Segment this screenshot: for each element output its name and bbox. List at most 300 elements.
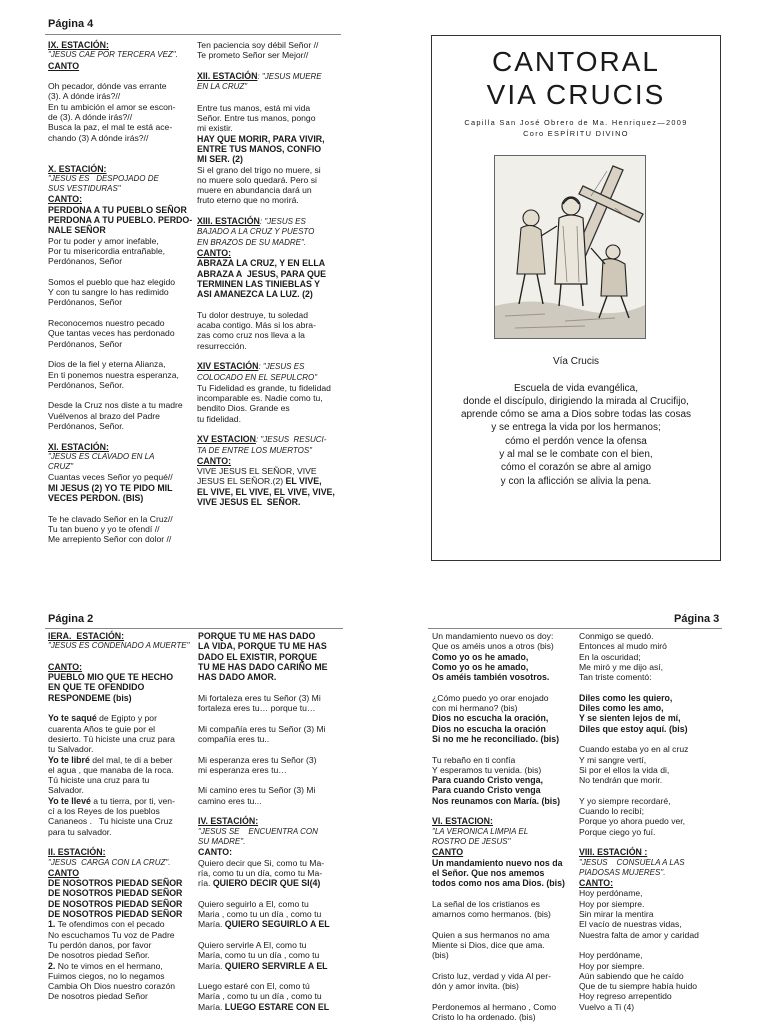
text-line: Miente si Dios, dice que ama. bbox=[432, 939, 545, 950]
poem-line bbox=[432, 368, 720, 381]
spacer bbox=[197, 92, 347, 102]
text-line: HAY QUE MORIR, PARA VIVIR, bbox=[197, 133, 325, 144]
poem-line: donde el discípulo, dirigiendo la mirada al Crucifijo, bbox=[463, 395, 689, 407]
text-line: Quiero servirle A El, como tu bbox=[198, 939, 307, 950]
text-line: LA VIDA, PORQUE TU ME HAS bbox=[198, 641, 327, 652]
text-line: muere en abundancia dará un bbox=[197, 185, 312, 196]
text-line: MI JESUS (2) YO TE PIDO MIL bbox=[48, 482, 173, 493]
text-line: Cambia Oh Dios nuestro corazón bbox=[48, 981, 176, 992]
spacer bbox=[432, 919, 576, 929]
text-line: VECES PERDON. (BIS) bbox=[48, 493, 144, 504]
text-line: tu fidelidad. bbox=[197, 413, 241, 424]
text-line: Dios no escucha la oración, bbox=[432, 713, 549, 724]
text-line: IX. ESTACIÓN: bbox=[48, 40, 109, 50]
text-line: Que de tu siempre había huido bbox=[579, 981, 698, 992]
text-run: QUIERO SEGUIRLO A EL bbox=[224, 919, 330, 930]
text-line: En la oscuridad; bbox=[579, 651, 641, 662]
text-line: Cristo luz, verdad y vida Al per- bbox=[432, 970, 551, 981]
spacer bbox=[579, 734, 727, 744]
poem-line: y al mal se le combate con el bien, bbox=[499, 449, 653, 461]
spacer bbox=[48, 308, 196, 318]
text-line: el Señor. Que nos amemos bbox=[432, 867, 545, 878]
text-line: De nosotros piedad Señor. bbox=[48, 950, 150, 961]
text-line: Porque yo ahora puedo ver, bbox=[579, 816, 686, 827]
text-line: "JESUS CARGA CON LA CRUZ". bbox=[48, 857, 171, 867]
text-line: Entonces al mudo miró bbox=[579, 641, 667, 652]
text-run: JESUS EL SEÑOR.(2) bbox=[197, 476, 286, 487]
text-line: No tendrán que morir. bbox=[579, 775, 663, 786]
text-line: CANTO: bbox=[197, 455, 232, 466]
text-line: Diles que estoy aquí. (bis) bbox=[579, 723, 688, 734]
text-line bbox=[198, 919, 350, 929]
text-line: Para cuando Cristo venga bbox=[432, 785, 541, 796]
text-run: XII. ESTACIÓN bbox=[197, 70, 258, 81]
text-run: 2. bbox=[48, 960, 56, 971]
text-line: El vacío de nuestras vidas, bbox=[579, 919, 682, 930]
spacer bbox=[198, 806, 350, 816]
text-line bbox=[198, 961, 350, 971]
spacer bbox=[197, 206, 347, 216]
text-line: Dios de la fiel y eterna Alianza, bbox=[48, 359, 166, 370]
text-line: VIII. ESTACIÓN : bbox=[579, 847, 648, 858]
text-line: Como yo os he amado, bbox=[432, 651, 529, 662]
poem-line: aprende cómo se ama a Dios sobre todas las cosas bbox=[460, 409, 692, 421]
text-line: acaba contigo. Más si los abra- bbox=[197, 320, 316, 331]
text-run: EL VIVE, bbox=[285, 476, 322, 487]
spacer bbox=[48, 349, 196, 359]
text-line: ABRAZA LA CRUZ, Y EN ELLA bbox=[197, 258, 326, 269]
text-line: EL VIVE, EL VIVE, EL VIVE, VIVE, bbox=[197, 486, 335, 497]
text-line: compañía eres tu.. bbox=[198, 733, 270, 744]
text-line: SU MADRE". bbox=[198, 836, 246, 846]
spacer bbox=[48, 153, 196, 163]
text-line: Un mandamiento nuevo os doy: bbox=[432, 631, 554, 641]
text-run: : "JESUS ES bbox=[258, 362, 305, 372]
text-line: "JESUS CAE POR TERCERA VEZ". bbox=[48, 50, 178, 60]
text-line: Mi compañía eres tu Señor (3) Mi bbox=[198, 723, 326, 734]
text-line: todos como nos ama Dios. (bis) bbox=[432, 878, 565, 889]
text-line: CANTO: bbox=[579, 878, 614, 889]
text-run: Yo te saqué bbox=[48, 713, 97, 724]
text-run: : "JESUS MUERE bbox=[257, 71, 322, 81]
text-line: Me arrepiento Señor con dolor // bbox=[48, 534, 172, 545]
spacer bbox=[48, 837, 196, 847]
spacer bbox=[198, 930, 350, 940]
cover-panel bbox=[431, 35, 721, 561]
text-line: Me miró y me dijo así, bbox=[579, 661, 664, 672]
text-run: María. bbox=[198, 960, 225, 971]
text-line: Somos el pueblo que haz elegido bbox=[48, 276, 176, 287]
spacer bbox=[432, 744, 576, 754]
text-line: dón y amor invita. (bis) bbox=[432, 981, 519, 992]
text-line: Si no me he reconciliado. (bis) bbox=[432, 733, 560, 744]
text-line: resurrección. bbox=[197, 340, 247, 351]
text-line: Tu dolor destruye, tu soledad bbox=[197, 309, 308, 320]
text-line: CANTO: bbox=[48, 194, 83, 205]
text-run: del mal, te di a beber bbox=[89, 754, 173, 765]
text-line: TA DE ENTRE LOS MUERTOS" bbox=[197, 445, 313, 455]
text-line: X. ESTACIÓN: bbox=[48, 163, 107, 174]
spacer bbox=[48, 71, 196, 81]
text-line: (bis) bbox=[432, 950, 449, 961]
page-3-rule bbox=[428, 628, 722, 629]
text-run: Yo te llevé bbox=[48, 795, 91, 806]
spacer bbox=[48, 703, 196, 713]
text-line: Nuestra falta de amor y caridad bbox=[579, 929, 699, 940]
poem-line: cómo el perdón vence la ofensa bbox=[505, 435, 647, 447]
text-run: a tu tierra, por ti, ven- bbox=[90, 795, 175, 806]
text-line: Tú hiciste una cruz para tu bbox=[48, 775, 150, 786]
text-line bbox=[197, 476, 347, 486]
text-line: Conmigo se quedó. bbox=[579, 631, 654, 641]
text-line: María , como tu un día , como tu bbox=[198, 991, 322, 1002]
text-line: Perdónanos, Señor. bbox=[48, 379, 124, 390]
text-run: María. bbox=[198, 919, 225, 930]
poem-line: y con la aflicción se alivia la pena. bbox=[500, 475, 652, 487]
text-line: CANTO: bbox=[48, 661, 83, 672]
text-line: Tu Fidelidad es grande, tu fidelidad bbox=[197, 382, 331, 393]
text-line: DE NOSOTROS PIEDAD SEÑOR bbox=[48, 888, 183, 899]
text-line: DE NOSOTROS PIEDAD SEÑOR bbox=[48, 878, 183, 889]
poem-line: cómo el corazón se abre al amigo bbox=[500, 462, 652, 474]
text-line: PERDONA A TU PUEBLO SEÑOR bbox=[48, 204, 187, 215]
text-line: EN QUE TE OFENDIDO bbox=[48, 682, 145, 693]
text-line: zas como cruz nos lleva a la bbox=[197, 330, 305, 341]
text-line: IERA. ESTACIÓN: bbox=[48, 631, 125, 641]
text-line: CANTO bbox=[48, 867, 80, 878]
spacer bbox=[48, 503, 196, 513]
text-run: : "JESUS RESUCI- bbox=[255, 435, 327, 445]
text-line: "JESUS ES DESPOJADO DE bbox=[48, 173, 159, 183]
text-line bbox=[197, 216, 347, 227]
text-line: mi esperanza eres tu… bbox=[198, 764, 287, 775]
text-line: bendito Dios. Grande es bbox=[197, 403, 290, 414]
text-line: para tu salvador. bbox=[48, 826, 112, 837]
text-line: Te prometo Señor ser Mejor// bbox=[197, 50, 309, 61]
text-line: cuarenta Años te guie por el bbox=[48, 723, 156, 734]
cover-title-line-2: VIA CRUCIS bbox=[486, 79, 666, 110]
text-line: Tu rebaño en ti confía bbox=[432, 754, 516, 765]
text-line: con mi hermano? (bis) bbox=[432, 703, 518, 714]
spacer bbox=[48, 390, 196, 400]
text-line: TERMINEN LAS TINIEBLAS Y bbox=[197, 278, 321, 289]
text-line: desierto. Tú hiciste una cruz para bbox=[48, 733, 175, 744]
text-line: DE NOSOTROS PIEDAD SEÑOR bbox=[48, 898, 183, 909]
text-line bbox=[198, 878, 350, 888]
text-line: Busca la paz, el mal te está ace- bbox=[48, 122, 173, 133]
text-line: PUEBLO MIO QUE TE HECHO bbox=[48, 672, 174, 683]
text-run: LUEGO ESTARE CON EL bbox=[224, 1001, 330, 1012]
text-line: (3). A dónde irás?// bbox=[48, 91, 121, 102]
text-line: "JESUS SE ENCUENTRA CON bbox=[198, 826, 318, 836]
spacer bbox=[432, 682, 576, 692]
text-line: CANTO: bbox=[198, 847, 233, 858]
text-line: ASI AMANEZCA LA LUZ. (2) bbox=[197, 289, 313, 300]
text-line: Un mandamiento nuevo nos da bbox=[432, 857, 563, 868]
text-line: mi existir. bbox=[197, 123, 233, 134]
text-line: Perdónanos, Señor. bbox=[48, 420, 124, 431]
text-line bbox=[48, 713, 196, 723]
spacer bbox=[579, 682, 727, 692]
text-line: MI SER. (2) bbox=[197, 154, 243, 165]
text-line: Vuelvo a Ti (4) bbox=[579, 1001, 635, 1012]
text-line: Cuando estaba yo en al cruz bbox=[579, 744, 689, 755]
text-line: Hoy perdóname, bbox=[579, 950, 643, 961]
text-line: "JESUS ES CLAVADO EN LA bbox=[48, 451, 155, 461]
text-line: incomparable es. Nadie como tu, bbox=[197, 393, 323, 404]
text-line: RESPONDEME (bis) bbox=[48, 692, 132, 703]
text-line: Nos reunamos con María. (bis) bbox=[432, 795, 561, 806]
text-line: NALE SEÑOR bbox=[48, 225, 106, 236]
text-line: DADO EL EXISTIR, PORQUE bbox=[198, 651, 318, 662]
text-line: Y yo siempre recordaré, bbox=[579, 795, 671, 806]
spacer bbox=[198, 971, 350, 981]
text-line: Perdónanos, Señor bbox=[48, 297, 123, 308]
spacer bbox=[198, 682, 350, 692]
text-line: CANTO: bbox=[197, 247, 232, 258]
text-line: ENTRE TUS MANOS, CONFIO bbox=[197, 143, 322, 154]
text-line: BAJADO A LA CRUZ Y PUESTO bbox=[197, 227, 315, 237]
spacer bbox=[198, 713, 350, 723]
text-line: Y esperamos tu venida. (bis) bbox=[432, 764, 542, 775]
text-line: Salvador. bbox=[48, 785, 84, 796]
text-line: Si el grano del trigo no muere, si bbox=[197, 164, 321, 175]
text-run: María. bbox=[198, 1001, 225, 1012]
spacer bbox=[197, 61, 347, 71]
spacer bbox=[432, 961, 576, 971]
page-4-column-right bbox=[197, 40, 347, 507]
text-line: CANTO bbox=[48, 60, 80, 71]
text-line: ría, como tu un día, como tu Ma- bbox=[198, 867, 323, 878]
text-line: Y mi sangre vertí, bbox=[579, 754, 647, 765]
text-line bbox=[48, 796, 196, 806]
text-line: Hoy regreso arrepentido bbox=[579, 991, 672, 1002]
text-line: "LA VERONICA LIMPIA EL bbox=[432, 826, 529, 836]
text-line: de (3). A dónde irás?// bbox=[48, 112, 133, 123]
text-line: Como yo os he amado, bbox=[432, 661, 529, 672]
page-2-label: Página 2 bbox=[48, 613, 94, 625]
text-line bbox=[198, 1002, 350, 1012]
spacer bbox=[198, 775, 350, 785]
text-line: Oh pecador, dónde vas errante bbox=[48, 81, 167, 92]
text-line: De nosotros piedad Señor bbox=[48, 991, 148, 1002]
page-4-label: Página 4 bbox=[48, 18, 94, 30]
text-line: Que os améis unos a otros (bis) bbox=[432, 641, 554, 652]
cross-bearing-drawing bbox=[495, 156, 646, 339]
text-line: Si por el ellos la vida di, bbox=[579, 764, 670, 775]
spacer bbox=[48, 267, 196, 277]
text-line: el agua , que manaba de la roca. bbox=[48, 764, 174, 775]
text-run: No te vimos en el hermano, bbox=[55, 960, 163, 971]
text-line: Hoy perdóname, bbox=[579, 888, 643, 899]
text-line: Señor. Entre tus manos, pongo bbox=[197, 113, 316, 124]
text-run: Yo te libré bbox=[48, 754, 90, 765]
text-line: Cuantas veces Señor yo pequé// bbox=[48, 472, 173, 483]
text-line: EN LA CRUZ" bbox=[197, 82, 248, 92]
stations-illustration bbox=[494, 155, 646, 339]
text-line: SUS VESTIDURAS" bbox=[48, 184, 121, 194]
text-line: Por tu poder y amor inefable, bbox=[48, 235, 159, 246]
text-line: Vuélvenos al brazo del Padre bbox=[48, 410, 160, 421]
text-run: 1. bbox=[48, 919, 56, 930]
spacer bbox=[579, 785, 727, 795]
text-line: IV. ESTACIÓN: bbox=[198, 816, 259, 827]
text-line: Diles como les amo, bbox=[579, 703, 664, 714]
text-line: DE NOSOTROS PIEDAD SEÑOR bbox=[48, 909, 183, 920]
text-line bbox=[48, 961, 196, 971]
spacer bbox=[432, 806, 576, 816]
text-line: "JESUS ES CONDENADO A MUERTE" bbox=[48, 641, 190, 651]
poem-line: Escuela de vida evangélica, bbox=[514, 382, 638, 394]
spacer bbox=[198, 888, 350, 898]
page-2-rule bbox=[45, 628, 343, 629]
text-run: QUIERO DECIR QUE SI(4) bbox=[212, 878, 321, 889]
text-run: Te ofendimos con el pecado bbox=[55, 919, 165, 930]
text-line: No escuchamos Tu voz de Padre bbox=[48, 929, 175, 940]
text-line: VIVE JESUS EL SEÑOR, VIVE bbox=[197, 466, 317, 477]
text-line: Diles como les quiero, bbox=[579, 692, 673, 703]
text-line: María, como tu un día , como tu bbox=[198, 950, 320, 961]
text-line: Porque ciego yo fuí. bbox=[579, 826, 656, 837]
text-line: Tu perdón danos, por favor bbox=[48, 939, 152, 950]
spacer bbox=[432, 991, 576, 1001]
text-line: Mi esperanza eres tu Señor (3) bbox=[198, 754, 317, 765]
text-line: Dios no escucha la oración bbox=[432, 723, 546, 734]
spacer bbox=[197, 299, 347, 309]
spacer bbox=[198, 744, 350, 754]
text-line bbox=[197, 434, 347, 445]
text-line: PORQUE TU ME HAS DADO bbox=[198, 631, 316, 641]
text-line: Cananeos . Tu hiciste una Cruz bbox=[48, 816, 173, 827]
text-line: Maria , como tu un día , como tu bbox=[198, 909, 322, 920]
text-line: Cuando lo recibí; bbox=[579, 806, 644, 817]
text-line: Quiero decir que Si, como tu Ma- bbox=[198, 857, 325, 868]
text-line: Os améis también vosotros. bbox=[432, 672, 550, 683]
spacer bbox=[48, 652, 196, 662]
text-line: II. ESTACIÓN: bbox=[48, 847, 106, 858]
text-line: fortaleza eres tu… porque tu… bbox=[198, 703, 316, 714]
text-line bbox=[48, 919, 196, 929]
text-line bbox=[197, 361, 347, 372]
text-line: Para cuando Cristo venga, bbox=[432, 775, 543, 786]
page-2-column-left bbox=[48, 631, 196, 1002]
cover-poem bbox=[432, 355, 720, 488]
text-line: Entre tus manos, está mi vida bbox=[197, 102, 311, 113]
text-run: : "JESUS ES bbox=[259, 217, 306, 227]
page-4-rule bbox=[45, 34, 341, 35]
text-line: Y con tu sangre lo has redimido bbox=[48, 287, 169, 298]
text-line: Tan triste comentó: bbox=[579, 672, 652, 683]
text-line: EN BRAZOS DE SU MADRE". bbox=[197, 237, 307, 247]
spacer bbox=[197, 351, 347, 361]
page-4-column-left bbox=[48, 40, 196, 545]
spacer bbox=[432, 888, 576, 898]
text-line: tu Salvador. bbox=[48, 744, 94, 755]
text-line: HAS DADO AMOR. bbox=[198, 672, 277, 683]
text-line: VIVE JESUS EL SEÑOR. bbox=[197, 497, 301, 508]
text-line: ABRAZA A JESUS, PARA QUE bbox=[197, 268, 327, 279]
poem-title: Vía Crucis bbox=[552, 356, 600, 367]
page-3-label: Página 3 bbox=[674, 613, 720, 625]
spacer bbox=[48, 431, 196, 441]
text-line: ¿Cómo puedo yo orar enojado bbox=[432, 692, 549, 703]
text-line: PERDONA A TU PUEBLO. PERDO- bbox=[48, 215, 193, 226]
text-line: Hoy por siempre. bbox=[579, 898, 645, 909]
text-line: Reconocemos nuestro pecado bbox=[48, 318, 165, 329]
text-line: camino eres tu... bbox=[198, 795, 262, 806]
text-line: Luego estaré con El, como tú bbox=[198, 981, 310, 992]
text-line: Perdónanos, Señor bbox=[48, 338, 123, 349]
text-line: Perdónanos, Señor bbox=[48, 256, 123, 267]
text-line: "JESUS CONSUELA A LAS bbox=[579, 857, 685, 867]
text-line: Aún sabiendo que he caído bbox=[579, 970, 684, 981]
text-line: Mi camino eres tu Señor (3) Mi bbox=[198, 785, 316, 796]
text-line: cí a los Reyes de los pueblos bbox=[48, 806, 160, 817]
text-line: Desde la Cruz nos diste a tu madre bbox=[48, 400, 183, 411]
text-run: XV ESTACION bbox=[197, 434, 256, 445]
page-3-column-left bbox=[432, 631, 576, 1022]
text-line: ROSTRO DE JESUS" bbox=[432, 836, 511, 846]
text-line: CRUZ" bbox=[48, 462, 74, 472]
poem-line: y se entrega la vida por los hermanos; bbox=[491, 422, 661, 434]
text-run: ría. bbox=[198, 878, 213, 889]
text-line: Ten paciencia soy débil Señor // bbox=[197, 40, 319, 50]
text-run: XIV ESTACIÓN bbox=[197, 361, 259, 372]
page-3-column-right bbox=[579, 631, 727, 1012]
text-line: En tu ambición el amor se escon- bbox=[48, 101, 176, 112]
text-line: En ti ponemos nuestra esperanza, bbox=[48, 369, 179, 380]
text-line: TU ME HAS DADO CARIÑO ME bbox=[198, 661, 328, 672]
text-line: Quien a sus hermanos no ama bbox=[432, 929, 550, 940]
text-line: COLOCADO EN EL SEPULCRO" bbox=[197, 372, 318, 382]
text-line: PIADOSAS MUJERES". bbox=[579, 867, 666, 877]
text-line: XI. ESTACIÓN: bbox=[48, 441, 109, 452]
spacer bbox=[197, 424, 347, 434]
text-line: Tu tan bueno y yo te ofendí // bbox=[48, 523, 160, 534]
text-line: Quiero seguirlo a El, como tu bbox=[198, 898, 309, 909]
text-line: Cristo lo ha ordenado. (bis) bbox=[432, 1011, 536, 1022]
text-line: Fuimos ciegos, no lo negamos bbox=[48, 970, 165, 981]
cover-title-line-1: CANTORAL bbox=[492, 46, 660, 77]
text-line: Mi fortaleza eres tu Señor (3) Mi bbox=[198, 692, 321, 703]
text-line: fruto eterno que no morirá. bbox=[197, 195, 299, 206]
cover-subtitle-line-2: Coro ESPÍRITU DIVINO bbox=[523, 129, 629, 138]
page-2-column-right bbox=[198, 631, 350, 1012]
text-line: Te he clavado Señor en la Cruz// bbox=[48, 513, 173, 524]
spacer bbox=[48, 143, 196, 153]
text-line: Perdonemos al hermano , Como bbox=[432, 1001, 557, 1012]
text-line bbox=[197, 71, 347, 82]
text-line: Por tu misericordia entrañable, bbox=[48, 245, 166, 256]
spacer bbox=[579, 837, 727, 847]
text-run: de Egipto y por bbox=[96, 713, 157, 724]
text-line bbox=[48, 755, 196, 765]
text-line: CANTO bbox=[432, 847, 464, 858]
text-line: La señal de los cristianos es bbox=[432, 898, 540, 909]
text-line: Y se sienten lejos de mí, bbox=[579, 713, 681, 724]
text-line: chando (3) A dónde irás?// bbox=[48, 132, 149, 143]
text-line: Que tantas veces has perdonado bbox=[48, 328, 175, 339]
text-line: Sin mirar la mentira bbox=[579, 909, 654, 920]
spacer bbox=[579, 940, 727, 950]
text-run: XIII. ESTACIÓN bbox=[197, 216, 260, 227]
cover-subtitle-line-1: Capilla San José Obrero de Ma. Henriquez—2009 bbox=[464, 118, 688, 127]
text-line: no muere solo quedará. Pero si bbox=[197, 174, 317, 185]
text-line: amarnos como hermanos. (bis) bbox=[432, 909, 551, 920]
text-line: Hoy por siempre. bbox=[579, 960, 645, 971]
text-run: QUIERO SERVIRLE A EL bbox=[224, 960, 328, 971]
text-line: VI. ESTACION: bbox=[432, 816, 493, 827]
